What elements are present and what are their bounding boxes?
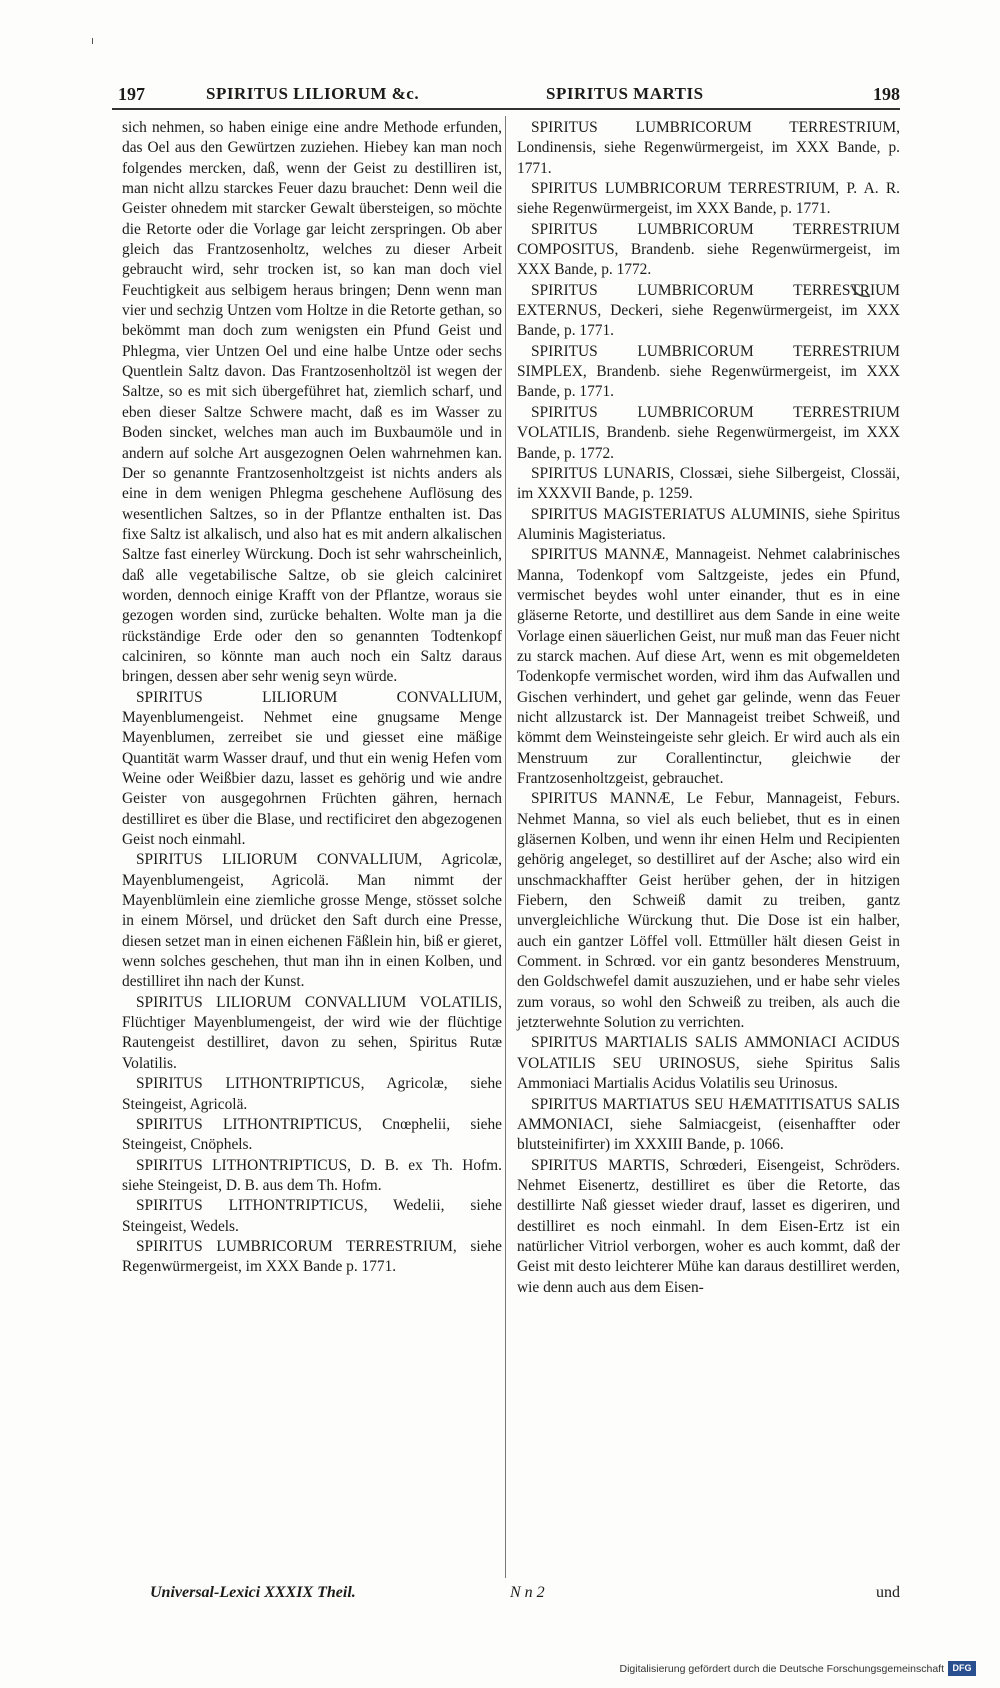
entry: SPIRITUS LUMBRICORUM TERRESTRIUM SIMPLEX, Brandenb. siehe Regenwürmergeist, im XXX Bande, p. 1771. (517, 342, 900, 401)
page-number-left: 197 (118, 84, 145, 104)
signature-line: Universal-Lexici XXXIX Theil. (150, 1584, 356, 1601)
margin-mark-icon (850, 284, 872, 302)
entry: SPIRITUS MANNÆ, Le Febur, Mannageist, Feburs. Nehmet Manna, so viel als euch beliebet, thut es in einen gläsernen Kolben, und wenn ihr einen Helm und Recipienten gehörig angeleget, so destilliret auf der Asche; also wird ein unschmackhaffter Geist herüber gehen, der in hitzigen Fiebern, den Schweiß damit zu treiben, gantz unvergleichliche Würckung thut. Die Dose ist ein halber, auch ein gantzer Löffel voll. Ettmüller hält diesen Geist in Comment. in Schrœd. vor ein gantz besonderes Menstruum, den Goldschwefel damit auszuziehen, und er habe sehr vieles zum voraus, so wohl den Schweiß zu treiben, als auch die jetzterwehnte Solution zu verrichten. (517, 790, 900, 1032)
dfg-logo-icon: DFG (948, 1661, 976, 1676)
entry: SPIRITUS LUNARIS, Clossæi, siehe Silbergeist, Clossäi, im XXXVII Bande, p. 1259. (517, 464, 900, 503)
header-title-left: SPIRITUS LILIORUM &c. (206, 84, 420, 103)
scan-speck (92, 38, 93, 44)
left-column (122, 118, 502, 1278)
page-number-right: 198 (873, 84, 900, 104)
right-column (517, 118, 900, 1298)
entry: SPIRITUS MAGISTERIATUS ALUMINIS, siehe Spiritus Aluminis Magisteriatus. (517, 505, 900, 543)
paragraph: sich nehmen, so haben einige eine andre Methode erfunden, das Oel aus den Gewürtzen zuziehen. Hiebey kan man noch folgendes mercken, daß, wenn der Geist zu destilliren ist, man nicht allzu starckes Feuer dazu brauchet: Denn weil die Geister ohnedem mit starcker Gewalt übersteigen, so möchte die Retorte oder die Vorlage gar leicht zerspringen. Ob aber gleich das Frantzosenholtz, welches zu dieser Arbeit gebraucht wird, sehr trocken ist, so kan man doch viel Feuchtigkeit aus selbigem heraus bringen; Denn wenn man vier und sechzig Untzen vom Holtze in die Retorte gethan, so bekömmt man doch zum wenigsten ein Pfund Geist und Phlegma, vier Untzen Oel und eine halbe Untze oder sechs Quentlein Saltz davon. Das Frantzosenholtzöl ist wegen der Saltze, so es mit sich übergeführet hat, ziemlich scharf, und eben dieser Saltze Schwere macht, daß es im Wasser zu Boden sincket, welches man auch im Buxbaumöle und in andern auf solche Art ausgezognen Oelen wahrnehmen kan. Der so genannte Frantzosenholtzgeist ist nichts anders als eine in dem wenigen Phlegma geschehene Auflösung des wesentlichen Saltzes, so in der Pflantze enthalten ist. Das fixe Saltz ist alkalisch, und also hat es mit andern alkalischen Saltze fast einerley Würckung. Doch ist sehr wahrscheinlich, daß alle vegetabilische Saltze, ob sie gleich calciniret worden, dennoch einige Krafft von der Pflantze, woraus sie gezogen worden sind, zurücke behalten. Wolte man ja die rückständige Erde oder den so genannten Todtenkopf calciniren, so könnte man auch noch ein Saltz daraus bringen, dessen aber sehr wenig seyn würde. (122, 119, 502, 686)
running-header (118, 82, 900, 110)
entry: SPIRITUS LILIORUM CONVALLIUM, Agricolæ, Mayenblumengeist, Agricolä. Man nimmt der Mayenblümlein eine ziemliche grosse Menge, stösset solche in einem Mörsel, und drücket den Saft durch eine Presse, diesen setzet man in einen eichenen Fäßlein hin, biß er gieret, wenn solches geschehen, thut man ihn in einen Kolben, und destilliret ihn nach der Kunst. (122, 851, 502, 991)
entry: SPIRITUS LITHONTRIPTICUS, D. B. ex Th. Hofm. siehe Steingeist, D. B. aus dem Th. Hofm. (122, 1156, 502, 1194)
entry: SPIRITUS MARTIATUS SEU HÆMATITISATUS SALIS AMMONIACI, siehe Salmiacgeist, (eisenhaffter oder blutsteinifirter) im XXXIII Bande, p. 1066. (517, 1095, 900, 1154)
entry: SPIRITUS LILIORUM CONVALLIUM VOLATILIS, Flüchtiger Mayenblumengeist, der wird wie der flüchtige Rautengeist destilliret, davon zu sehen, Spiritus Rutæ Volatilis. (122, 993, 502, 1072)
entry: SPIRITUS LILIORUM CONVALLIUM, Mayenblumengeist. Nehmet eine gnugsame Menge Mayenblumen, zerreibet sie und giesset eine mäßige Quantität warm Wasser drauf, und thut ein wenig Hefen vom Weine oder Weißbier dazu, lasset es gehörig und wie andre Geister von ausgegohrnen Früchten gähren, hernach destilliret es über die Blase, und rectificiret den abgezogenen Geist noch einmahl. (122, 688, 502, 849)
column-divider (505, 116, 506, 1578)
entry: SPIRITUS MARTIALIS SALIS AMMONIACI ACIDUS VOLATILIS SEU URINOSUS, siehe Spiritus Salis Ammoniaci Martialis Acidus Volatilis seu Urinosus. (517, 1034, 900, 1093)
entry: SPIRITUS LUMBRICORUM TERRESTRIUM, P. A. R. siehe Regenwürmergeist, im XXX Bande, p. 1771. (517, 180, 900, 218)
digitization-credit: Digitalisierung gefördert durch die Deutsche Forschungsgemeinschaft (619, 1663, 944, 1675)
page-footer (150, 1584, 900, 1608)
header-rule (112, 108, 900, 110)
signature-mark: N n 2 (510, 1584, 545, 1601)
entry: SPIRITUS LUMBRICORUM TERRESTRIUM COMPOSITUS, Brandenb. siehe Regenwürmergeist, im XXX Bande, p. 1772. (517, 220, 900, 279)
entry: SPIRITUS MANNÆ, Mannageist. Nehmet calabrinisches Manna, Todenkopf vom Saltzgeiste, jedes ein Pfund, vermischet beydes wohl unter einander, thut es in eine gläserne Retorte, und destilliret aus dem Sande in eine weite Vorlage einen säuerlichen Geist, nur muß man das Feuer nicht zu starck machen. Auf diese Art, wenn es mit obgemeldeten Todenkopfe vermischet worden, wird ihm das Aufwallen und Gischen verhindert, und gehet gar gelinde, wenn das Feuer nicht allzustarck ist. Der Mannageist treibet Schweiß, und kömmt dem Weinsteingeiste sehr gleich. Er wird auch als ein Menstruum zur Corallentinctur, gleichwie der Frantzosenholtzgeist, gebrauchet. (517, 546, 900, 787)
catchword: und (876, 1584, 900, 1601)
entry: SPIRITUS LUMBRICORUM TERRESTRIUM, Londinensis, siehe Regenwürmergeist, im XXX Bande, p. 1771. (517, 119, 900, 177)
entry: SPIRITUS LITHONTRIPTICUS, Wedelii, siehe Steingeist, Wedels. (122, 1197, 502, 1235)
entry: SPIRITUS LUMBRICORUM TERRESTRIUM, siehe Regenwürmergeist, im XXX Bande p. 1771. (122, 1237, 502, 1276)
entry: SPIRITUS LUMBRICORUM TERRESTRIUM EXTERNUS, Deckeri, siehe Regenwürmergeist, im XXX Bande, p. 1771. (517, 281, 900, 340)
entry: SPIRITUS MARTIS, Schrœderi, Eisengeist, Schröders. Nehmet Eisenertz, destilliret es über die Retorte, das destillirte Naß giesset wieder drauf, lasset es digeriren, und destilliret es noch einmahl. In dem Eisen-Ertz ist ein natürlicher Vitriol verborgen, woher es auch kommt, daß der Geist mit desto leichterer Mühe kan daraus destilliret werden, wie denn auch aus dem Eisen- (517, 1156, 900, 1296)
entry: SPIRITUS LUMBRICORUM TERRESTRIUM VOLATILIS, Brandenb. siehe Regenwürmergeist, im XXX Bande, p. 1772. (517, 403, 900, 462)
header-title-right: SPIRITUS MARTIS (546, 84, 704, 103)
entry: SPIRITUS LITHONTRIPTICUS, Agricolæ, siehe Steingeist, Agricolä. (122, 1075, 502, 1113)
entry: SPIRITUS LITHONTRIPTICUS, Cnœphelii, siehe Steingeist, Cnöphels. (122, 1115, 502, 1154)
